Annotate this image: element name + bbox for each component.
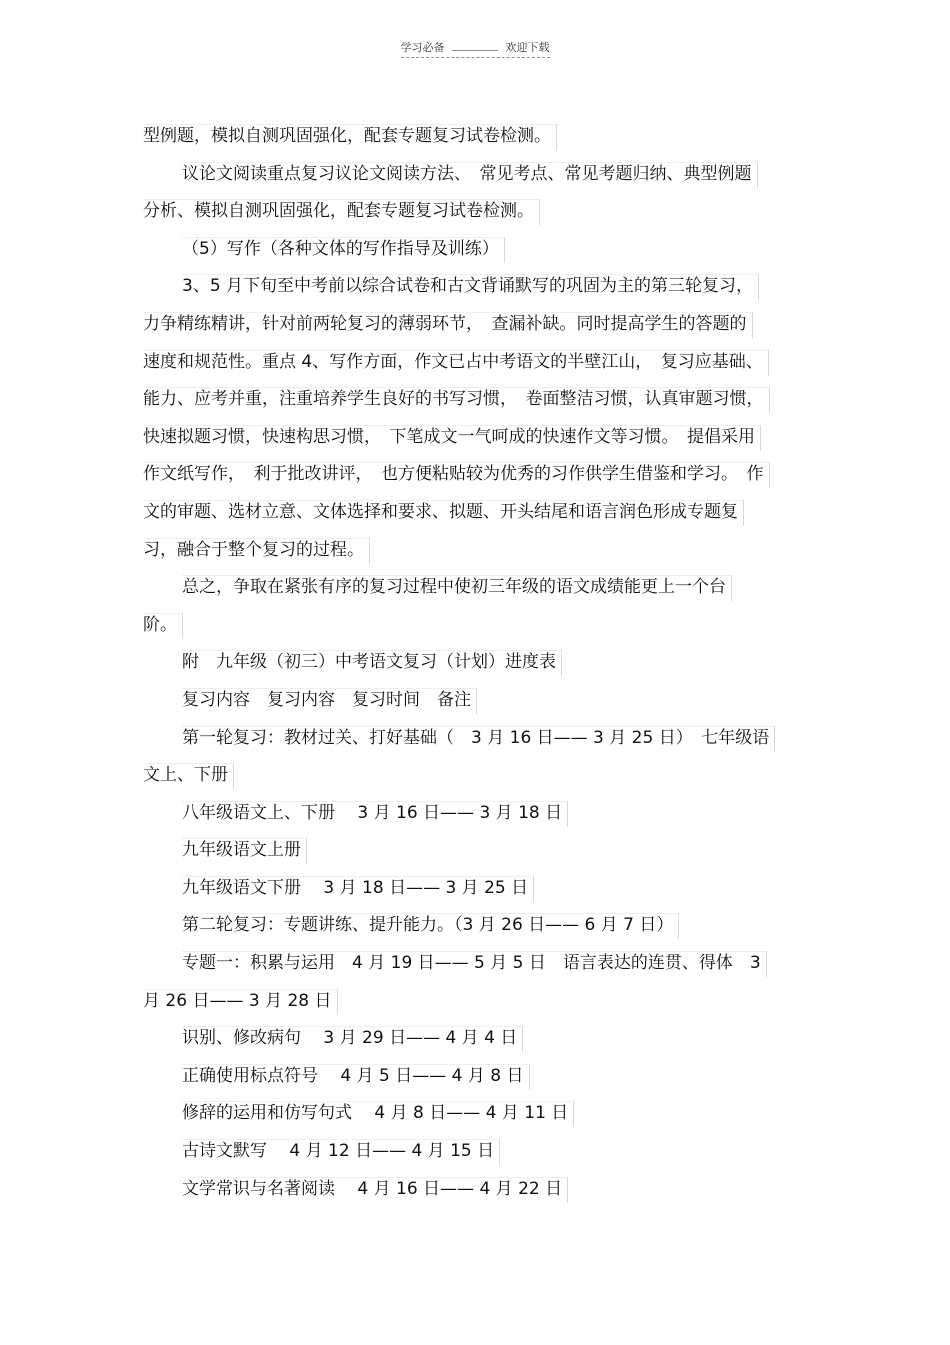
text-line-content: 古诗文默写 4 月 12 日—— 4 月 15 日 bbox=[182, 1133, 494, 1171]
text-line bbox=[143, 720, 808, 758]
text-line bbox=[143, 156, 808, 194]
text-line-content: （5）写作（各种文体的写作指导及训练） bbox=[182, 231, 499, 269]
text-line bbox=[143, 118, 808, 156]
header-right-text: 欢迎下载 bbox=[505, 41, 550, 54]
text-line-content: 习，融合于整个复习的过程。 bbox=[143, 532, 364, 570]
text-line bbox=[143, 907, 808, 945]
text-line-content: 能力、应考并重，注重培养学生良好的书写习惯， 卷面整洁习惯，认真审题习惯， bbox=[143, 381, 764, 419]
text-line-content: 3、5 月下旬至中考前以综合试卷和古文背诵默写的巩固为主的第三轮复习， bbox=[182, 268, 753, 306]
header-banner bbox=[401, 40, 550, 58]
text-line bbox=[143, 945, 808, 983]
text-line-content: 修辞的运用和仿写句式 4 月 8 日—— 4 月 11 日 bbox=[182, 1095, 568, 1133]
text-line bbox=[143, 870, 808, 908]
text-line-content: 总之，争取在紧张有序的复习过程中使初三年级的语文成绩能更上一个台 bbox=[182, 569, 726, 607]
text-line bbox=[143, 494, 808, 532]
text-line-content: 第二轮复习：专题讲练、提升能力。（3 月 26 日—— 6 月 7 日） bbox=[182, 907, 673, 945]
text-line bbox=[143, 231, 808, 269]
text-line bbox=[143, 1058, 808, 1096]
text-line-content: 识别、修改病句 3 月 29 日—— 4 月 4 日 bbox=[182, 1020, 517, 1058]
text-line-content: 八年级语文上、下册 3 月 16 日—— 3 月 18 日 bbox=[182, 795, 562, 833]
text-line bbox=[143, 607, 808, 645]
text-line bbox=[143, 1171, 808, 1209]
text-line-content: 阶。 bbox=[143, 607, 177, 645]
text-line-content: 分析、模拟自测巩固强化，配套专题复习试卷检测。 bbox=[143, 193, 534, 231]
text-line bbox=[143, 983, 808, 1021]
text-line-content: 月 26 日—— 3 月 28 日 bbox=[143, 983, 332, 1021]
text-line-content: 第一轮复习：教材过关、打好基础（ 3 月 16 日—— 3 月 25 日） 七年级语 bbox=[182, 720, 769, 758]
text-line-content: 作文纸写作， 利于批改讲评， 也方便粘贴较为优秀的习作供学生借鉴和学习。 作 bbox=[143, 456, 764, 494]
text-line-content: 专题一：积累与运用 4 月 19 日—— 5 月 5 日 语言表达的连贯、得体 3 bbox=[182, 945, 761, 983]
text-line bbox=[143, 268, 808, 306]
text-line-content: 议论文阅读重点复习议论文阅读方法、 常见考点、常见考题归纳、典型例题 bbox=[182, 156, 752, 194]
text-line-content: 快速拟题习惯，快速构思习惯， 下笔成文一气呵成的快速作文等习惯。 提倡采用 bbox=[143, 419, 755, 457]
text-line bbox=[143, 419, 808, 457]
text-line bbox=[143, 193, 808, 231]
document-body bbox=[143, 118, 808, 1208]
text-line-content: 速度和规范性。重点 4、写作方面，作文已占中考语文的半壁江山， 复习应基础、 bbox=[143, 344, 763, 382]
header-left-text: 学习必备 bbox=[400, 41, 445, 54]
text-line-content: 九年级语文下册 3 月 18 日—— 3 月 25 日 bbox=[182, 870, 528, 908]
text-line-content: 文上、下册 bbox=[143, 757, 228, 795]
text-line-content: 正确使用标点符号 4 月 5 日—— 4 月 8 日 bbox=[182, 1058, 524, 1096]
text-line bbox=[143, 569, 808, 607]
header-divider bbox=[452, 40, 498, 51]
text-line-content: 九年级语文上册 bbox=[182, 832, 301, 870]
text-line bbox=[143, 1095, 808, 1133]
text-line bbox=[143, 456, 808, 494]
text-line bbox=[143, 1020, 808, 1058]
text-line bbox=[143, 795, 808, 833]
text-line bbox=[143, 532, 808, 570]
text-line-content: 文的审题、选材立意、文体选择和要求、拟题、开头结尾和语言润色形成专题复 bbox=[143, 494, 738, 532]
text-line-content: 附 九年级（初三）中考语文复习（计划）进度表 bbox=[182, 644, 556, 682]
text-line bbox=[143, 344, 808, 382]
text-line bbox=[143, 1133, 808, 1171]
text-line-content: 力争精练精讲，针对前两轮复习的薄弱环节， 查漏补缺。同时提高学生的答题的 bbox=[143, 306, 747, 344]
text-line bbox=[143, 306, 808, 344]
text-line-content: 复习内容 复习内容 复习时间 备注 bbox=[182, 682, 471, 720]
text-line-content: 文学常识与名著阅读 4 月 16 日—— 4 月 22 日 bbox=[182, 1171, 562, 1209]
text-line bbox=[143, 757, 808, 795]
text-line bbox=[143, 682, 808, 720]
text-line bbox=[143, 644, 808, 682]
text-line bbox=[143, 381, 808, 419]
text-line-content: 型例题，模拟自测巩固强化，配套专题复习试卷检测。 bbox=[143, 118, 551, 156]
page-header bbox=[0, 40, 950, 58]
text-line bbox=[143, 832, 808, 870]
